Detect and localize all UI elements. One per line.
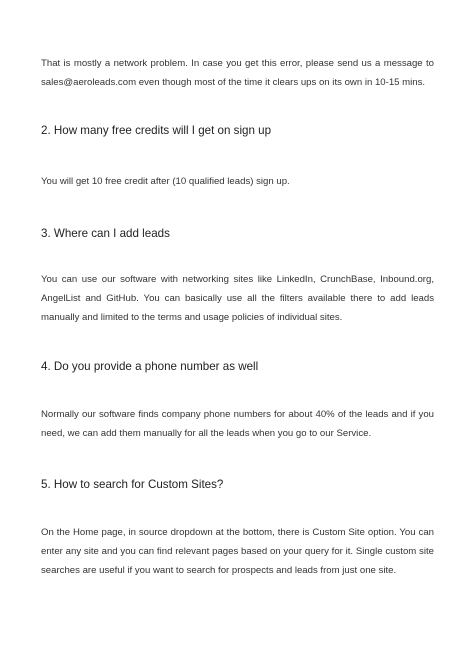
faq-answer-3: You can use our software with networking sites like LinkedIn, CrunchBase, Inbound.org, AngelList and GitHub. You can basically use all the filters available there to add leads manually and limited to the terms and usage policies of individual sites.: [41, 274, 434, 323]
faq-answer-2: You will get 10 free credit after (10 qualified leads) sign up.: [41, 176, 290, 187]
faq-heading-3: 3. Where can I add leads: [41, 227, 170, 240]
faq-answer-5: On the Home page, in source dropdown at the bottom, there is Custom Site option. You can enter any site and you can find relevant pages based on your query for it. Single custom site searches are useful if you want to search for prospects and leads from just one site.: [41, 527, 434, 576]
intro-paragraph: That is mostly a network problem. In case you get this error, please send us a message to sales@aeroleads.com even though most of the time it clears ups on its own in 10-15 mins.: [41, 58, 434, 88]
faq-answer-4: Normally our software finds company phone numbers for about 40% of the leads and if you need, we can add them manually for all the leads when you go to our Service.: [41, 409, 434, 439]
faq-heading-5: 5. How to search for Custom Sites?: [41, 478, 224, 491]
faq-heading-2: 2. How many free credits will I get on sign up: [41, 124, 272, 137]
faq-heading-4: 4. Do you provide a phone number as well: [41, 360, 259, 373]
